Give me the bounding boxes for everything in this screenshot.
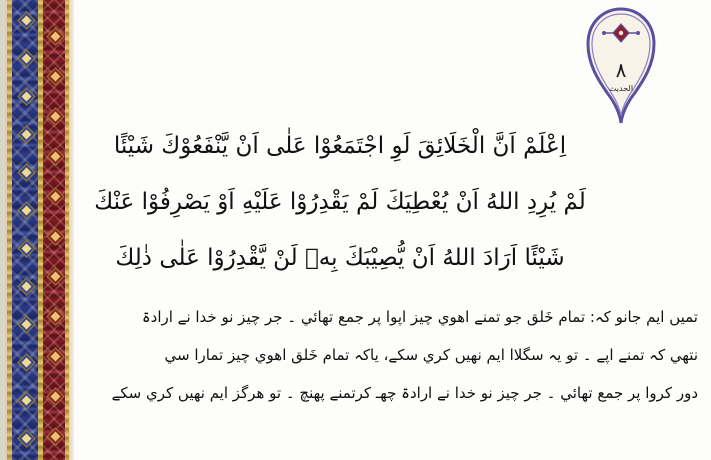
translation-line: دور كروا پر جمع تهائي ۔ جر چيز نو خدا نے ارادۃ چهـ كرتمنے پهنچ ۔ تو هرگز ايم نهيں كري سكے (111, 384, 698, 402)
arabic-line: لَمْ يُرِدِ اللهُ اَنْ يُعْطِيَكَ لَمْ يَقْدِرُوْا عَلَيْهِ اَوْ يَصْرِفُوْا عَنْكَ (94, 189, 586, 215)
hadith-number-medallion (580, 6, 662, 126)
hadith-label: الحدیث (608, 84, 634, 93)
arabic-line: اِعْلَمْ اَنَّ الْخَلَائِقَ لَوِ اجْتَمَعُوْا عَلٰى اَنْ يَّنْفَعُوْكَ شَيْئًا (113, 133, 567, 159)
border-blue-band (12, 0, 38, 460)
translation-text-block (76, 298, 698, 412)
arabic-line: شَيْئًا اَرَادَ اللهُ اَنْ يُّصِيْبَكَ بِهٖ لَنْ يَّقْدِرُوْا عَلٰى ذٰلِكَ (115, 245, 565, 271)
translation-line: تميں ايم جانو كہ: تمام خَلق جو تمنے اهوي چيز اپوا پر جمع تهائي ۔ جر چيز نو خدا نے ارادۃ (141, 308, 698, 326)
border-red-band (43, 0, 65, 460)
border-blue-diamonds (12, 0, 38, 460)
translation-line: نتهي كہ تمنے اپے ۔ تو يہ سگلاا ايم نهيں كري سكے، ياكہ تمام خَلق اهوي چيز تمارا سي (164, 346, 698, 364)
hadith-number: ٨ (615, 58, 627, 82)
border-outer-right-band (69, 0, 74, 460)
border-outer-left-band (0, 0, 7, 460)
decorative-border (0, 0, 74, 460)
arabic-text-block (90, 118, 590, 286)
border-red-diamonds (43, 0, 65, 460)
